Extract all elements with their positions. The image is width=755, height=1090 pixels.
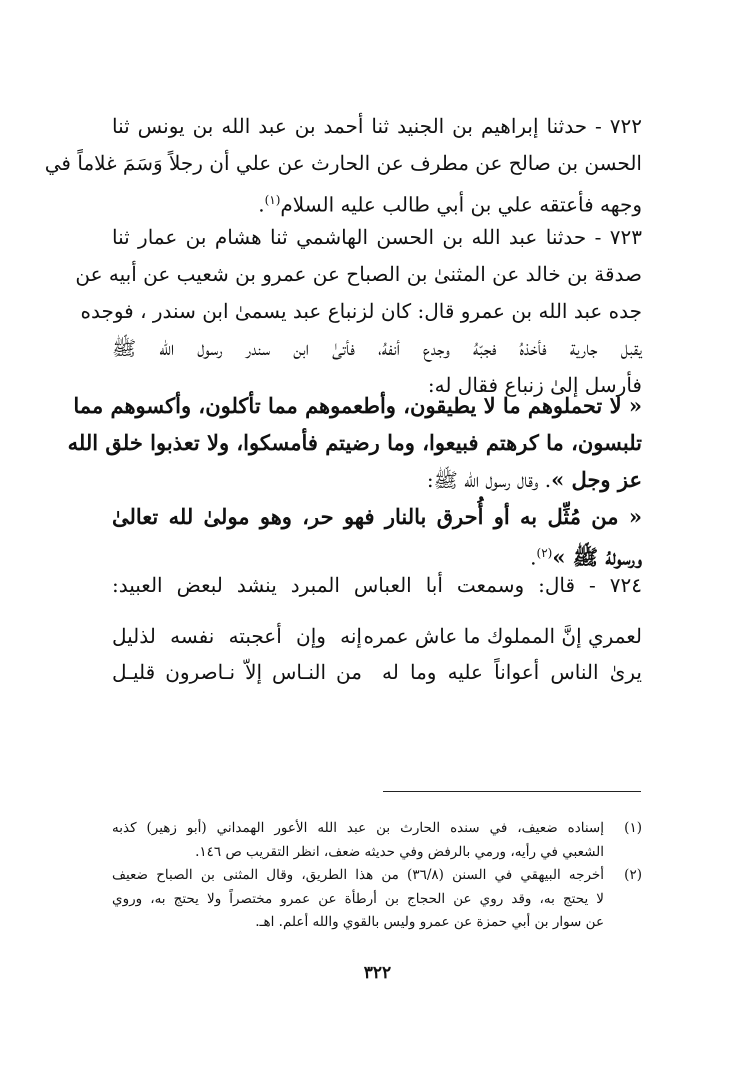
poem-verse (112, 618, 642, 654)
poem-second-hemistich: إنه وإن أعجبته نفسه لذليل (112, 624, 362, 648)
page-number: ٣٢٢ (363, 963, 392, 983)
hadith-722 (44, 108, 642, 224)
footnote-ref: (٢) (536, 546, 553, 560)
poem-second-hemistich: من النـاس إلاّ نـاصرون قليـل (112, 660, 362, 684)
text-line (112, 461, 642, 499)
text-line: فأرسل إلىٰ زنباع فقال له: (427, 373, 642, 397)
hadith-724 (112, 567, 642, 604)
poem-first-hemistich: يرىٰ الناس أعواناً عليه وما له (382, 660, 642, 684)
text-line: ٧٢٣ - حدثنا عبد الله بن الحسن الهاشمي ثنا هشام بن عمار ثنا (112, 225, 642, 249)
footnote-number: (١) (624, 820, 642, 836)
text-line: ٧٢٤ - قال: وسمعت أبا العباس المبرد ينشد لبعض العبيد: (112, 573, 642, 597)
footnote-ref: (١) (264, 193, 281, 207)
footnote-1 (112, 817, 642, 864)
footnote-body (112, 817, 604, 864)
text-segment: . (258, 192, 265, 217)
footnote-divider (383, 791, 641, 792)
text-line (112, 182, 642, 224)
footnote-number: (٢) (624, 867, 642, 883)
text-segment: . (530, 545, 537, 570)
text-line: يقبل جارية فأخذهُ فجبّهُ وجدع أنفهُ، فأتىٰ ابن سندر رسول الله ﷺ (112, 336, 642, 360)
poem (112, 618, 642, 690)
text-line: صدقة بن خالد عن المثنىٰ بن الصباح عن عمرو بن شعيب عن أبيه عن (75, 262, 642, 286)
footnote-body (112, 864, 604, 935)
footnote-line: عن سوار بن أبي حمزة عن عمرو وليس بالقوي والله أعلم. اهـ. (255, 914, 604, 930)
footnote-line: لا يحتج به، وقد روي عن الحجاج بن أرطأة عن عمرو مختصراً ولا يحتج به، وروي (112, 890, 604, 907)
text-line: ٧٢٢ - حدثنا إبراهيم بن الجنيد ثنا أحمد بن عبد الله بن يونس ثنا (112, 114, 642, 138)
text-line: تلبسون، ما كرهتم فبيعوا، وما رضيتم فأمسكوا، ولا تعذبوا خلق الله (67, 430, 642, 455)
hadith-723 (75, 219, 642, 404)
poem-first-hemistich: لعمري إنَّ المملوك ما عاش عمره (363, 624, 642, 648)
footnote-2 (112, 864, 642, 935)
footnote-line: أخرجه البيهقي في السنن (٣٦/٨) من هذا الطريق، وقال المثنى بن الصباح ضعيف (112, 867, 604, 883)
quote-1 (67, 387, 642, 499)
poem-verse (112, 654, 642, 690)
text-segment: . وقال رسول الله ﷺ: (426, 468, 552, 492)
text-line: « لا تحملوهم ما لا يطيقون، وأطعموهم مما تأكلون، وأكسوهم مما (73, 393, 642, 418)
text-segment: وجهه فأعتقه علي بن أبي طالب عليه السلام (280, 192, 642, 217)
text-segment: عز وجل » (551, 467, 642, 492)
text-line: « من مُثِّل به أو أُحرق بالنار فهو حر، وهو مولىٰ لله تعالىٰ (112, 504, 642, 529)
quote-2 (112, 498, 642, 577)
footnote-line: إسناده ضعيف، في سنده الحارث بن عبد الله الأعور الهمداني (أبو زهير) كذبه (112, 820, 604, 836)
footnote-line: الشعبي في رأيه، ورمي بالرفض وفي حديثه ضعف، انظر التقريب ص ١٤٦. (195, 843, 604, 860)
text-line: الحسن بن صالح عن مطرف عن الحارث عن علي أن رجلاً وَسَمَ غلاماً في (44, 151, 642, 175)
text-line: جده عبد الله بن عمرو قال: كان لزنباع عبد يسمىٰ ابن سندر ، فوجده (80, 299, 642, 323)
text-segment: ورسولهُ ﷺ » (552, 544, 642, 570)
